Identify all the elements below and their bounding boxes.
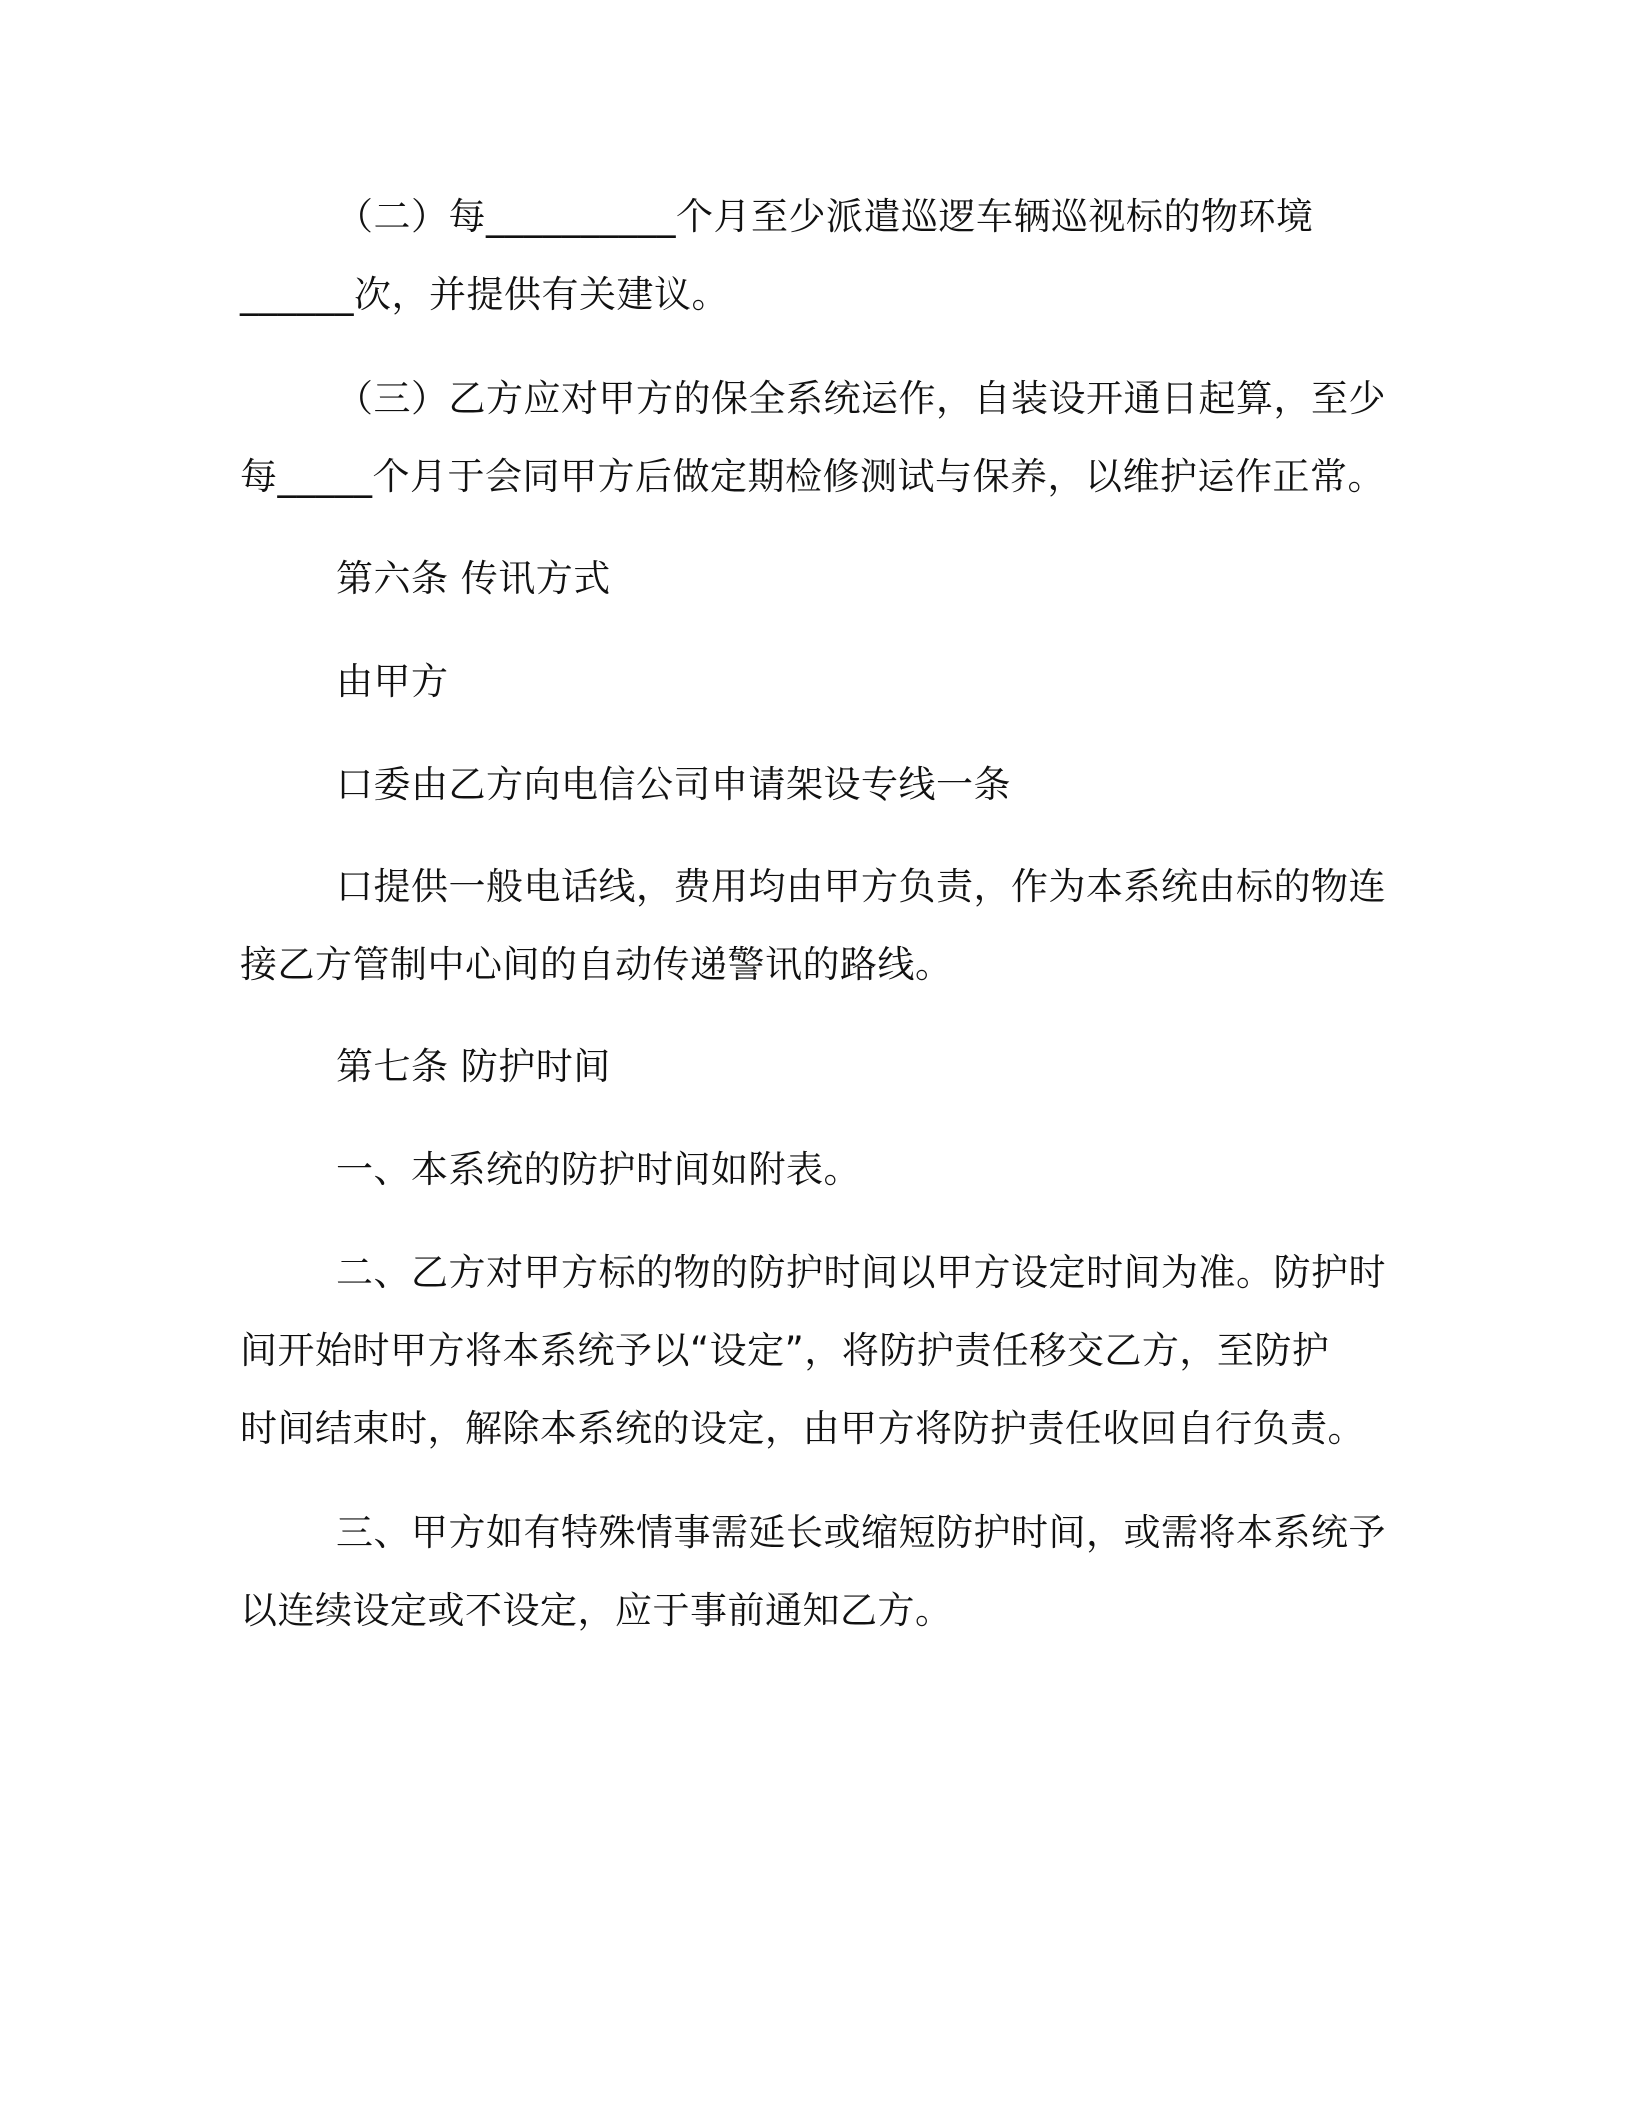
paragraph-line: 第七条 防护时间 bbox=[336, 1045, 611, 1088]
paragraph-protection-setting bbox=[240, 1234, 1386, 1468]
paragraph-maintenance bbox=[240, 360, 1386, 516]
paragraph-line: 每_____个月于会同甲方后做定期检修测试与保养，以维护运作正常。 bbox=[240, 455, 1385, 498]
paragraph-line: 口委由乙方向电信公司申请架设专线一条 bbox=[336, 763, 1011, 806]
paragraph-line: 以连续设定或不设定，应于事前通知乙方。 bbox=[240, 1589, 953, 1632]
paragraph-line: 三、甲方如有特殊情事需延长或缩短防护时间，或需将本系统予 bbox=[336, 1511, 1386, 1554]
paragraph-line: 二、乙方对甲方标的物的防护时间以甲方设定时间为准。防护时 bbox=[336, 1251, 1386, 1294]
paragraph-by-party-a bbox=[240, 643, 1380, 721]
paragraph-line: 接乙方管制中心间的自动传递警讯的路线。 bbox=[240, 943, 953, 986]
paragraph-line: 第六条 传讯方式 bbox=[336, 557, 611, 600]
paragraph-special-circumstances bbox=[240, 1494, 1386, 1650]
paragraph-line: 时间结束时，解除本系统的设定，由甲方将防护责任收回自行负责。 bbox=[240, 1407, 1365, 1450]
article-seven-heading bbox=[240, 1028, 1380, 1106]
paragraph-protection-schedule bbox=[240, 1131, 1380, 1209]
paragraph-line: ______次，并提供有关建议。 bbox=[240, 273, 729, 316]
article-six-heading bbox=[240, 540, 1380, 618]
paragraph-line: （三）乙方应对甲方的保全系统运作，自装设开通日起算，至少 bbox=[336, 377, 1386, 420]
paragraph-line: 口提供一般电话线，费用均由甲方负责，作为本系统由标的物连 bbox=[336, 865, 1386, 908]
paragraph-line: 由甲方 bbox=[336, 660, 449, 703]
paragraph-line: 间开始时甲方将本系统予以“设定”，将防护责任移交乙方，至防护 bbox=[240, 1329, 1330, 1372]
option-dedicated-line bbox=[240, 746, 1380, 824]
paragraph-line: 一、本系统的防护时间如附表。 bbox=[336, 1148, 861, 1191]
option-general-phone-line bbox=[240, 848, 1386, 1004]
paragraph-inspection-patrol bbox=[240, 178, 1380, 334]
paragraph-line: （二）每__________个月至少派遣巡逻车辆巡视标的物环境 bbox=[336, 195, 1314, 238]
